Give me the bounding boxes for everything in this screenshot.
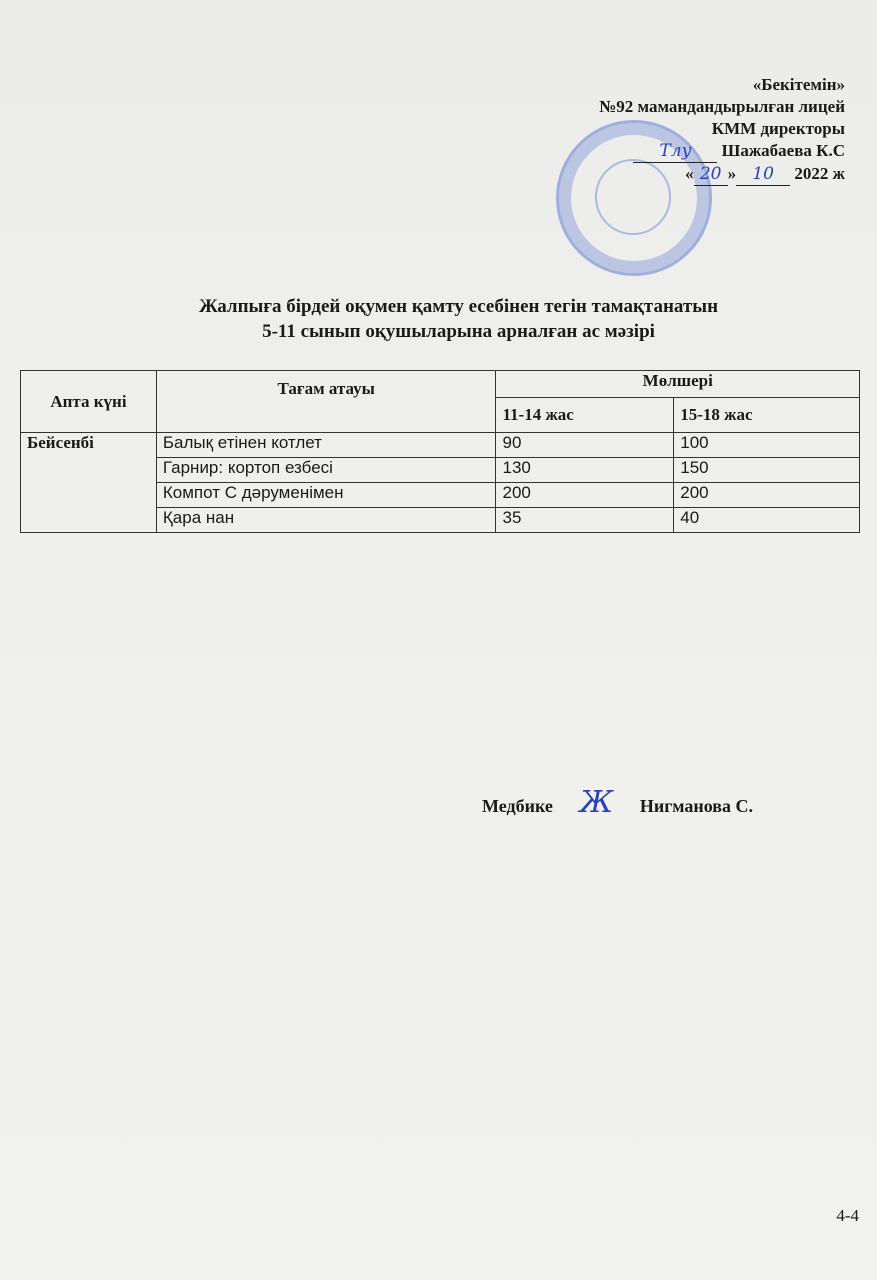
page-number: 4-4 [836, 1206, 859, 1225]
title-line-2: 5-11 сынып оқушыларына арналған ас мәзірі [262, 321, 655, 342]
table-row [21, 433, 860, 458]
amount-11-14-cell: 200 [496, 483, 674, 508]
approval-position: КММ директоры [711, 119, 845, 138]
amount-11-14-cell: 90 [496, 433, 674, 458]
nurse-name: Нигманова С. [639, 796, 753, 816]
date-quote-close: » [727, 164, 737, 183]
nurse-label: Медбике [482, 796, 553, 816]
approval-date [599, 163, 845, 186]
table-header-row [21, 371, 860, 398]
weekday-cell: Бейсенбі [21, 433, 157, 533]
document-title [0, 294, 877, 344]
nurse-signature: Ж [579, 785, 614, 820]
date-month: 10 [736, 163, 790, 186]
date-quote-open: « [685, 164, 694, 183]
dish-cell: Қара нан [156, 508, 496, 533]
header-dish: Тағам атауы [156, 371, 496, 433]
approval-signature-line [599, 140, 845, 163]
date-year: 2022 ж [794, 164, 845, 183]
dish-cell: Гарнир: кортоп езбесі [156, 458, 496, 483]
approval-block [599, 74, 845, 186]
amount-15-18-cell: 100 [674, 433, 860, 458]
date-day: 20 [694, 163, 728, 186]
title-line-1: Жалпыға бірдей оқумен қамту есебінен тегін тамақтанатын [198, 296, 719, 317]
menu-table [20, 370, 860, 533]
amount-15-18-cell: 150 [674, 458, 860, 483]
director-signature: Тлу [633, 140, 717, 163]
approval-organization: №92 мамандандырылған лицей [599, 97, 845, 116]
director-name: Шажабаева К.С [721, 141, 845, 160]
amount-11-14-cell: 130 [496, 458, 674, 483]
header-day: Апта күні [21, 371, 157, 433]
nurse-signature-block [482, 785, 753, 820]
dish-cell: Балық етінен котлет [156, 433, 496, 458]
amount-15-18-cell: 200 [674, 483, 860, 508]
approval-heading: «Бекітемін» [752, 75, 845, 94]
amount-11-14-cell: 35 [496, 508, 674, 533]
amount-15-18-cell: 40 [674, 508, 860, 533]
header-age-11-14: 11-14 жас [496, 398, 674, 433]
dish-cell: Компот С дәруменімен [156, 483, 496, 508]
header-age-15-18: 15-18 жас [674, 398, 860, 433]
header-amount: Мөлшері [496, 371, 860, 398]
